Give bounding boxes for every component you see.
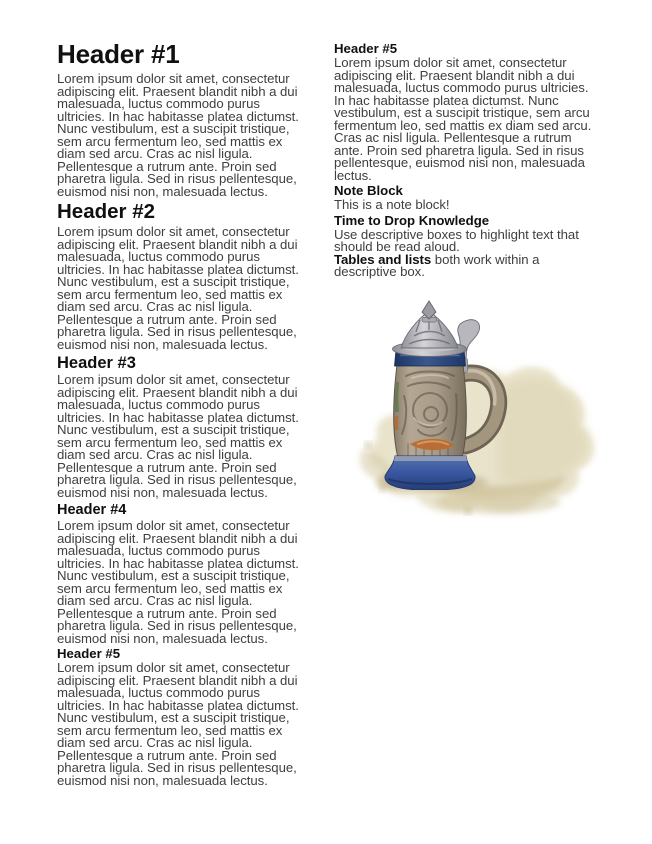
lorem-paragraph-5: Lorem ipsum dolor sit amet, consectetur adipiscing elit. Praesent blandit nibh a dui malesuada, luctus commodo purus ultricies. In hac habitasse platea dictumst. Nunc vestibulum, est a suscipit tristique, sem arcu fermentum leo, sed mattis ex diam sed arcu. Cras ac nisl ligula. Pellentesque a rutrum ante. Proin sed pharetra ligula. Sed in risus pellentesque, euismod nisi non, malesuada lectus.: [57, 660, 299, 788]
lorem-paragraph-6: Lorem ipsum dolor sit amet, consectetur adipiscing elit. Praesent blandit nibh a dui malesuada, luctus commodo purus ultricies. In hac habitasse platea dictumst. Nunc vestibulum, est a suscipit tristique, sem arcu fermentum leo, sed mattis ex diam sed arcu. Cras ac nisl ligula. Pellentesque a rutrum ante. Proin sed pharetra ligula. Sed in risus pellentesque, euismod nisi non, malesuada lectus.: [334, 55, 592, 183]
left-column: [57, 40, 311, 787]
right-column: [334, 40, 597, 523]
heading-4: Header #4: [57, 502, 127, 518]
heading-2: Header #2: [57, 200, 156, 223]
knowledge-text: Use descriptive boxes to highlight text that should be read aloud.: [334, 226, 579, 254]
tables-lists-rest: both work within a descriptive box.: [334, 251, 540, 279]
heading-5-right: Header #5: [334, 41, 398, 56]
knowledge-label: Time to Drop Knowledge: [334, 212, 490, 228]
tables-lists-text: [334, 251, 597, 279]
lorem-paragraph-4: Lorem ipsum dolor sit amet, consectetur adipiscing elit. Praesent blandit nibh a dui malesuada, luctus commodo purus ultricies. In hac habitasse platea dictumst. Nunc vestibulum, est a suscipit tristique, sem arcu fermentum leo, sed mattis ex diam sed arcu. Cras ac nisl ligula. Pellentesque a rutrum ante. Proin sed pharetra ligula. Sed in risus pellentesque, euismod nisi non, malesuada lectus.: [57, 518, 299, 646]
beer-stein-image: [348, 298, 638, 523]
lorem-paragraph-2: Lorem ipsum dolor sit amet, consectetur adipiscing elit. Praesent blandit nibh a dui malesuada, luctus commodo purus ultricies. In hac habitasse platea dictumst. Nunc vestibulum, est a suscipit tristique, sem arcu fermentum leo, sed mattis ex diam sed arcu. Cras ac nisl ligula. Pellentesque a rutrum ante. Proin sed pharetra ligula. Sed in risus pellentesque, euismod nisi non, malesuada lectus.: [57, 224, 299, 352]
stein-base-lip-shape: [394, 456, 467, 461]
note-block-label: Note Block: [334, 183, 403, 198]
lorem-paragraph-3: Lorem ipsum dolor sit amet, consectetur adipiscing elit. Praesent blandit nibh a dui malesuada, luctus commodo purus ultricies. In hac habitasse platea dictumst. Nunc vestibulum, est a suscipit tristique, sem arcu fermentum leo, sed mattis ex diam sed arcu. Cras ac nisl ligula. Pellentesque a rutrum ante. Proin sed pharetra ligula. Sed in risus pellentesque, euismod nisi non, malesuada lectus.: [57, 372, 299, 500]
heading-1: Header #1: [57, 39, 180, 69]
lorem-paragraph-1: Lorem ipsum dolor sit amet, consectetur adipiscing elit. Praesent blandit nibh a dui malesuada, luctus commodo purus ultricies. In hac habitasse platea dictumst. Nunc vestibulum, est a suscipit tristique, sem arcu fermentum leo, sed mattis ex diam sed arcu. Cras ac nisl ligula. Pellentesque a rutrum ante. Proin sed pharetra ligula. Sed in risus pellentesque, euismod nisi non, malesuada lectus.: [57, 71, 299, 199]
heading-3: Header #3: [57, 354, 136, 372]
heading-5-left: Header #5: [57, 646, 121, 661]
note-block-text: This is a note block!: [334, 197, 450, 212]
stein-orange-edge-shape: [395, 416, 399, 430]
tables-lists-bold-lead: Tables and lists: [334, 251, 432, 267]
